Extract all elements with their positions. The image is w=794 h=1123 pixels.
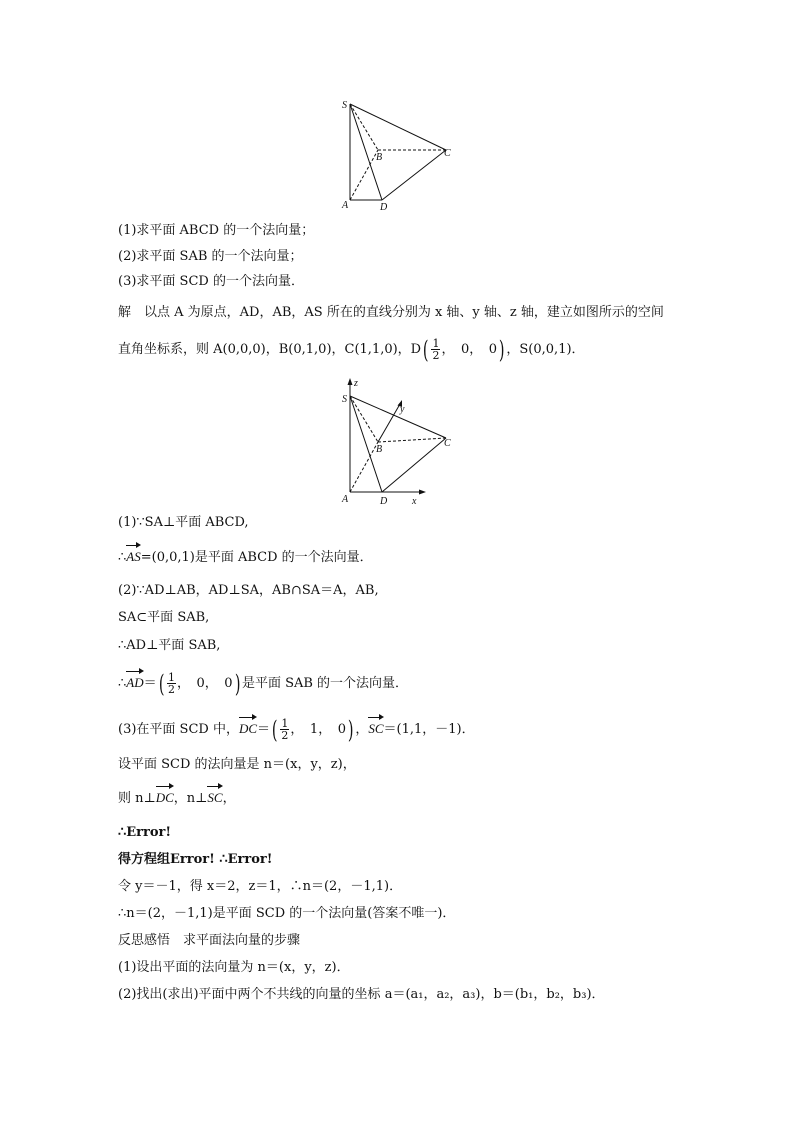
reflection-title: 反思感悟 求平面法向量的步骤	[118, 933, 301, 948]
conclusion-line: ∴n＝(2，－1,1)是平面 SCD 的一个法向量(答案不唯一)．	[118, 906, 456, 921]
error-line-1: ∴Error!	[118, 825, 172, 840]
question-2: (2)求平面 SAB 的一个法向量；	[118, 249, 303, 264]
reflection-step-1: (1)设出平面的法向量为 n＝(x，y，z)．	[118, 960, 350, 975]
label-D: D	[380, 202, 388, 213]
label-C: C	[444, 148, 451, 159]
question-3: (3)求平面 SCD 的一个法向量．	[118, 274, 304, 289]
error-line-2: 得方程组Error! ∴Error!	[118, 852, 273, 867]
axis-label-y: y	[400, 404, 405, 415]
label-S: S	[342, 100, 347, 111]
solution-intro-1: 解 以点 A 为原点，AD，AB，AS 所在的直线分别为 x 轴、y 轴、z 轴，建立如图所示的空间	[118, 305, 664, 320]
let-y-line: 令 y＝－1，得 x＝2，z＝1，∴n＝(2，－1,1)．	[118, 879, 403, 894]
part3-line2: 设平面 SCD 的法向量是 n＝(x，y，z)，	[118, 757, 356, 772]
pyramid-figure-1	[338, 96, 458, 216]
label-A: A	[342, 494, 349, 505]
part3-line1: (3)在平面 SCD 中，DC＝( $\frac{1}{2}$ ， 1， 0) ，SC＝(1,1，－1)．	[118, 715, 475, 744]
label-S: S	[342, 394, 347, 405]
part3-line3: 则 n⊥DC，n⊥SC，	[118, 790, 236, 806]
part2-line4: ∴AD＝( $\frac{1}{2}$ ， 0， 0) 是平面 SAB 的一个法向量．	[118, 669, 409, 698]
question-1: (1)求平面 ABCD 的一个法向量；	[118, 223, 315, 238]
axis-label-x: x	[412, 496, 417, 507]
label-C: C	[444, 438, 451, 449]
label-A: A	[342, 200, 349, 211]
axis-label-z: z	[354, 378, 358, 389]
part1-line2: ∴AS=(0,0,1)是平面 ABCD 的一个法向量．	[118, 549, 373, 565]
part2-line3: ∴AD⊥平面 SAB,	[118, 638, 221, 653]
part2-line1: (2)∵AD⊥AB，AD⊥SA，AB∩SA＝A，AB,	[118, 583, 379, 598]
label-B: B	[376, 444, 383, 455]
solution-intro-2: 直角坐标系，则 A(0,0,0)，B(0,1,0)，C(1,1,0)，D( $\frac{1}{2}$ ， 0， 0) ，S(0,0,1)．	[118, 335, 585, 364]
label-D: D	[380, 496, 388, 507]
label-B: B	[376, 152, 383, 163]
part1-line1: (1)∵SA⊥平面 ABCD,	[118, 515, 249, 530]
pyramid-figure-2-coordinate	[338, 376, 458, 508]
part2-line2: SA⊂平面 SAB,	[118, 610, 210, 625]
reflection-step-2: (2)找出(求出)平面中两个不共线的向量的坐标 a＝(a₁，a₂，a₃)，b＝(b₁，b₂，b₃)．	[118, 987, 605, 1002]
